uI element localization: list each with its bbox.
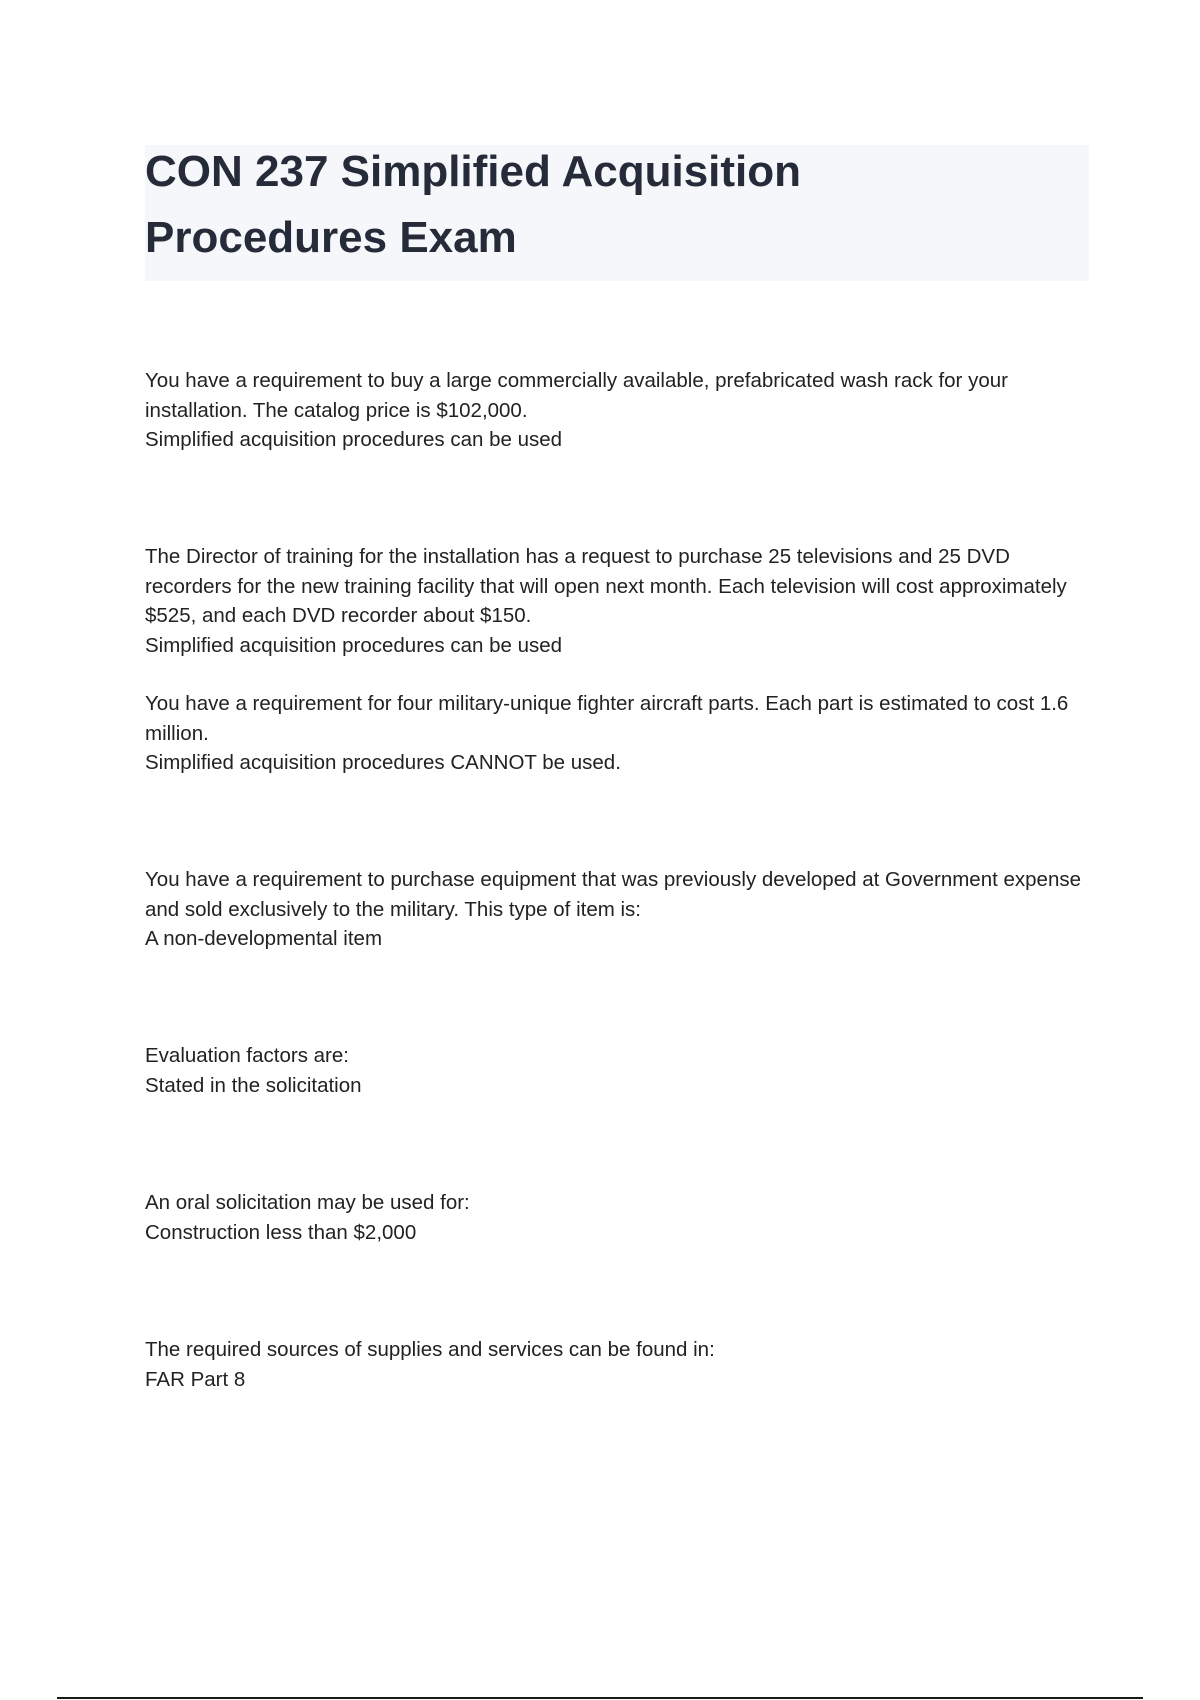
question-text: You have a requirement to buy a large commercially available, prefabricated wash rack for your installation. The catalog price is $102,000. xyxy=(145,369,1008,422)
question-text: You have a requirement for four military-unique fighter aircraft parts. Each part is estimated to cost 1.6 million. xyxy=(145,692,1069,745)
title-line-1: CON 237 Simplified Acquisition xyxy=(145,147,802,196)
qa-item xyxy=(145,542,1085,660)
answer-text: Construction less than $2,000 xyxy=(145,1220,417,1244)
qa-item xyxy=(145,1335,1085,1394)
question-text: The Director of training for the installation has a request to purchase 25 televisions and 25 DVD recorders for the new training facility that will open next month. Each television will cost approximately $525, and each DVD recorder about $150. xyxy=(145,545,1067,627)
title-line-2: Procedures Exam xyxy=(145,213,517,262)
answer-text: Simplified acquisition procedures can be used xyxy=(145,428,563,451)
answer-text: A non-developmental item xyxy=(145,927,383,950)
answer-text: Simplified acquisition procedures CANNOT be used. xyxy=(145,751,621,774)
qa-item xyxy=(145,366,1085,455)
qa-item xyxy=(145,865,1085,954)
qa-item xyxy=(145,689,1085,778)
question-text: Evaluation factors are: xyxy=(145,1044,349,1067)
qa-item xyxy=(145,1188,1085,1247)
question-text: You have a requirement to purchase equipment that was previously developed at Government expense and sold exclusively to the military. This type of item is: xyxy=(145,868,1081,921)
qa-item xyxy=(145,1041,1085,1100)
answer-text: FAR Part 8 xyxy=(145,1367,246,1391)
answer-text: Simplified acquisition procedures can be used xyxy=(145,633,563,657)
answer-text: Stated in the solicitation xyxy=(145,1073,362,1097)
question-text: The required sources of supplies and services can be found in: xyxy=(145,1338,715,1361)
question-text: An oral solicitation may be used for: xyxy=(145,1191,470,1214)
footer-divider xyxy=(57,1697,1143,1699)
